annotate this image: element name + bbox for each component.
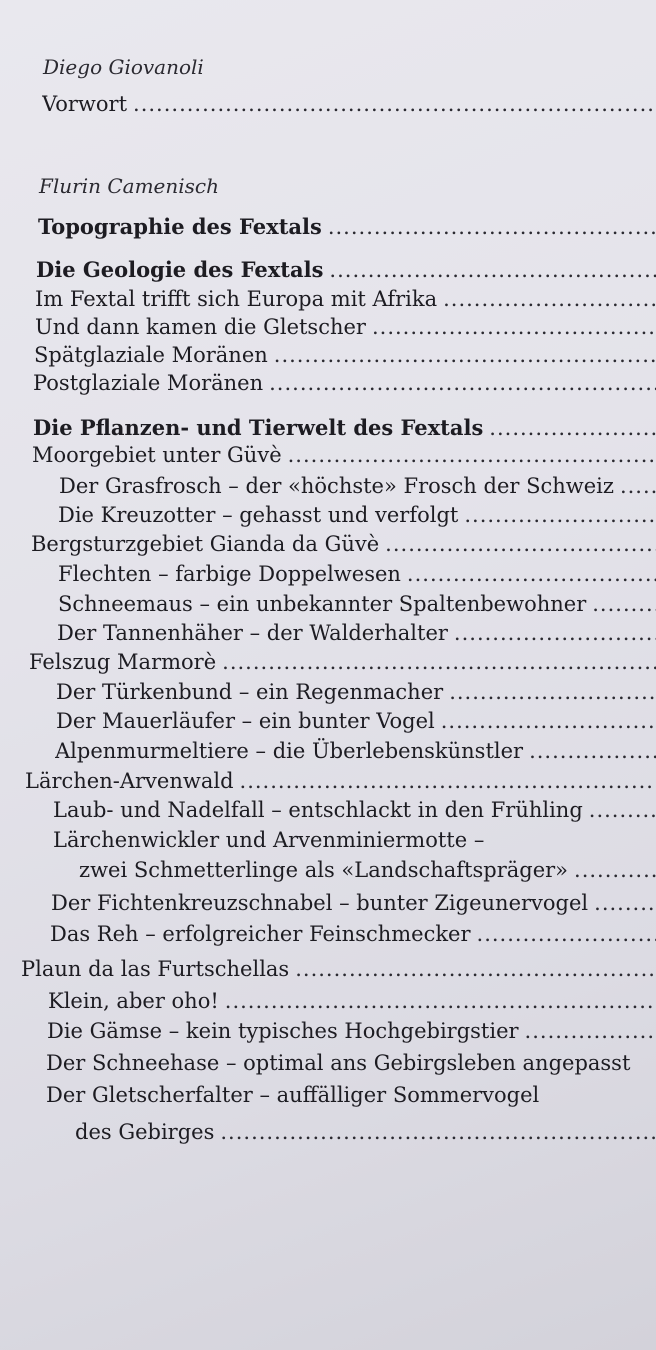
toc-subentry bbox=[58, 501, 656, 529]
leader-dots bbox=[443, 285, 656, 313]
toc-entry-title: Das Reh – erfolgreicher Feinschmecker bbox=[50, 922, 471, 946]
toc-entry-title: Der Türkenbund – ein Regenmacher bbox=[56, 680, 444, 704]
leader-dots bbox=[269, 369, 656, 397]
toc-subentry-continuation bbox=[79, 856, 656, 884]
leader-dots bbox=[288, 441, 656, 469]
toc-entry-title: zwei Schmetterlinge als «Landschaftspräger» bbox=[79, 858, 569, 882]
leader-dots bbox=[295, 955, 656, 983]
toc-entry-title: Schneemaus – ein unbekannter Spaltenbewohner bbox=[58, 592, 587, 616]
toc-subentry bbox=[56, 678, 656, 706]
leader-dots bbox=[592, 590, 656, 618]
toc-entry-title: Der Grasfrosch – der «höchste» Frosch der Schweiz bbox=[59, 474, 614, 498]
toc-entry-title: Moorgebiet unter Güvè bbox=[32, 443, 282, 467]
toc-entry-title: Felszug Marmorè bbox=[29, 650, 217, 674]
toc-subentry bbox=[58, 590, 656, 618]
leader-dots bbox=[525, 1017, 656, 1045]
toc-entry bbox=[34, 341, 656, 369]
toc-subentry bbox=[57, 619, 656, 647]
toc-entry-title: Bergsturzgebiet Gianda da Güvè bbox=[31, 532, 380, 556]
toc-entry bbox=[33, 369, 656, 397]
toc-entry-title: Klein, aber oho! bbox=[48, 989, 219, 1013]
toc-subentry bbox=[47, 1017, 656, 1045]
leader-dots bbox=[133, 90, 656, 118]
toc-entry-title: Flechten – farbige Doppelwesen bbox=[58, 562, 401, 586]
toc-subentry bbox=[50, 920, 656, 948]
toc-entry-title: Die Geologie des Fextals bbox=[36, 257, 324, 282]
toc-entry-title: Postglaziale Moränen bbox=[33, 371, 264, 395]
toc-entry-title: Plaun da las Furtschellas bbox=[21, 957, 290, 981]
toc-subentry bbox=[46, 1049, 656, 1077]
toc-section-heading bbox=[36, 256, 656, 284]
toc-subentry bbox=[53, 796, 656, 824]
toc-entry-title: Die Kreuzotter – gehasst und verfolgt bbox=[58, 503, 459, 527]
toc-subentry bbox=[48, 987, 656, 1015]
leader-dots bbox=[589, 796, 656, 824]
leader-dots bbox=[464, 501, 656, 529]
toc-subentry bbox=[59, 472, 656, 500]
leader-dots bbox=[454, 619, 656, 647]
toc-entry bbox=[31, 530, 656, 558]
toc-entry-title: Der Tannenhäher – der Walderhalter bbox=[57, 621, 448, 645]
toc-entry bbox=[35, 285, 656, 313]
toc-section-heading bbox=[33, 414, 656, 442]
leader-dots bbox=[620, 472, 656, 500]
leader-dots bbox=[222, 648, 656, 676]
leader-dots bbox=[385, 530, 656, 558]
leader-dots bbox=[574, 856, 656, 884]
toc-entry-title: Und dann kamen die Gletscher bbox=[35, 315, 366, 339]
toc-entry bbox=[25, 767, 656, 795]
leader-dots bbox=[329, 256, 656, 284]
toc-subentry bbox=[55, 737, 656, 765]
leader-dots bbox=[240, 767, 656, 795]
author-name: Flurin Camenisch bbox=[39, 174, 219, 198]
toc-entry-title: Der Gletscherfalter – auffälliger Sommervogel bbox=[46, 1083, 540, 1107]
leader-dots bbox=[594, 889, 656, 917]
toc-entry-title: des Gebirges bbox=[75, 1120, 215, 1144]
leader-dots bbox=[328, 213, 656, 241]
toc-entry-title: Der Fichtenkreuzschnabel – bunter Zigeunervogel bbox=[51, 891, 589, 915]
toc-entry-title: Topographie des Fextals bbox=[38, 214, 322, 239]
toc-entry-title: Vorwort bbox=[42, 92, 128, 116]
toc-entry-title: Die Gämse – kein typisches Hochgebirgstier bbox=[47, 1019, 519, 1043]
toc-subentry bbox=[46, 1081, 656, 1109]
toc-subentry bbox=[58, 560, 656, 588]
author-name: Diego Giovanoli bbox=[43, 55, 204, 79]
leader-dots bbox=[529, 737, 656, 765]
toc-subentry bbox=[56, 707, 656, 735]
toc-entry bbox=[29, 648, 656, 676]
leader-dots bbox=[274, 341, 656, 369]
toc-entry-title: Lärchen-Arvenwald bbox=[25, 769, 234, 793]
toc-entry-title: Der Mauerläufer – ein bunter Vogel bbox=[56, 709, 435, 733]
leader-dots bbox=[441, 707, 656, 735]
leader-dots bbox=[489, 414, 656, 442]
toc-entry bbox=[35, 313, 656, 341]
toc-entry-title: Lärchenwickler und Arvenminiermotte – bbox=[53, 828, 485, 852]
toc-entry-title: Der Schneehase – optimal ans Gebirgsleben angepasst bbox=[46, 1051, 631, 1075]
leader-dots bbox=[449, 678, 656, 706]
toc-subentry bbox=[51, 889, 656, 917]
toc-entry bbox=[42, 90, 656, 118]
toc-subentry bbox=[53, 826, 656, 854]
toc-subentry-continuation bbox=[75, 1118, 656, 1146]
toc-entry-title: Alpenmurmeltiere – die Überlebenskünstler bbox=[55, 739, 524, 763]
toc-entry-title: Spätglaziale Moränen bbox=[34, 343, 268, 367]
toc-entry-title: Laub- und Nadelfall – entschlackt in den Frühling bbox=[53, 798, 583, 822]
leader-dots bbox=[225, 987, 656, 1015]
toc-entry bbox=[21, 955, 656, 983]
leader-dots bbox=[407, 560, 656, 588]
leader-dots bbox=[372, 313, 656, 341]
toc-entry-title: Im Fextal trifft sich Europa mit Afrika bbox=[35, 287, 438, 311]
toc-entry bbox=[32, 441, 656, 469]
leader-dots bbox=[220, 1118, 656, 1146]
toc-section-heading bbox=[38, 213, 656, 241]
toc-entry-title: Die Pflanzen- und Tierwelt des Fextals bbox=[33, 415, 484, 440]
leader-dots bbox=[477, 920, 656, 948]
